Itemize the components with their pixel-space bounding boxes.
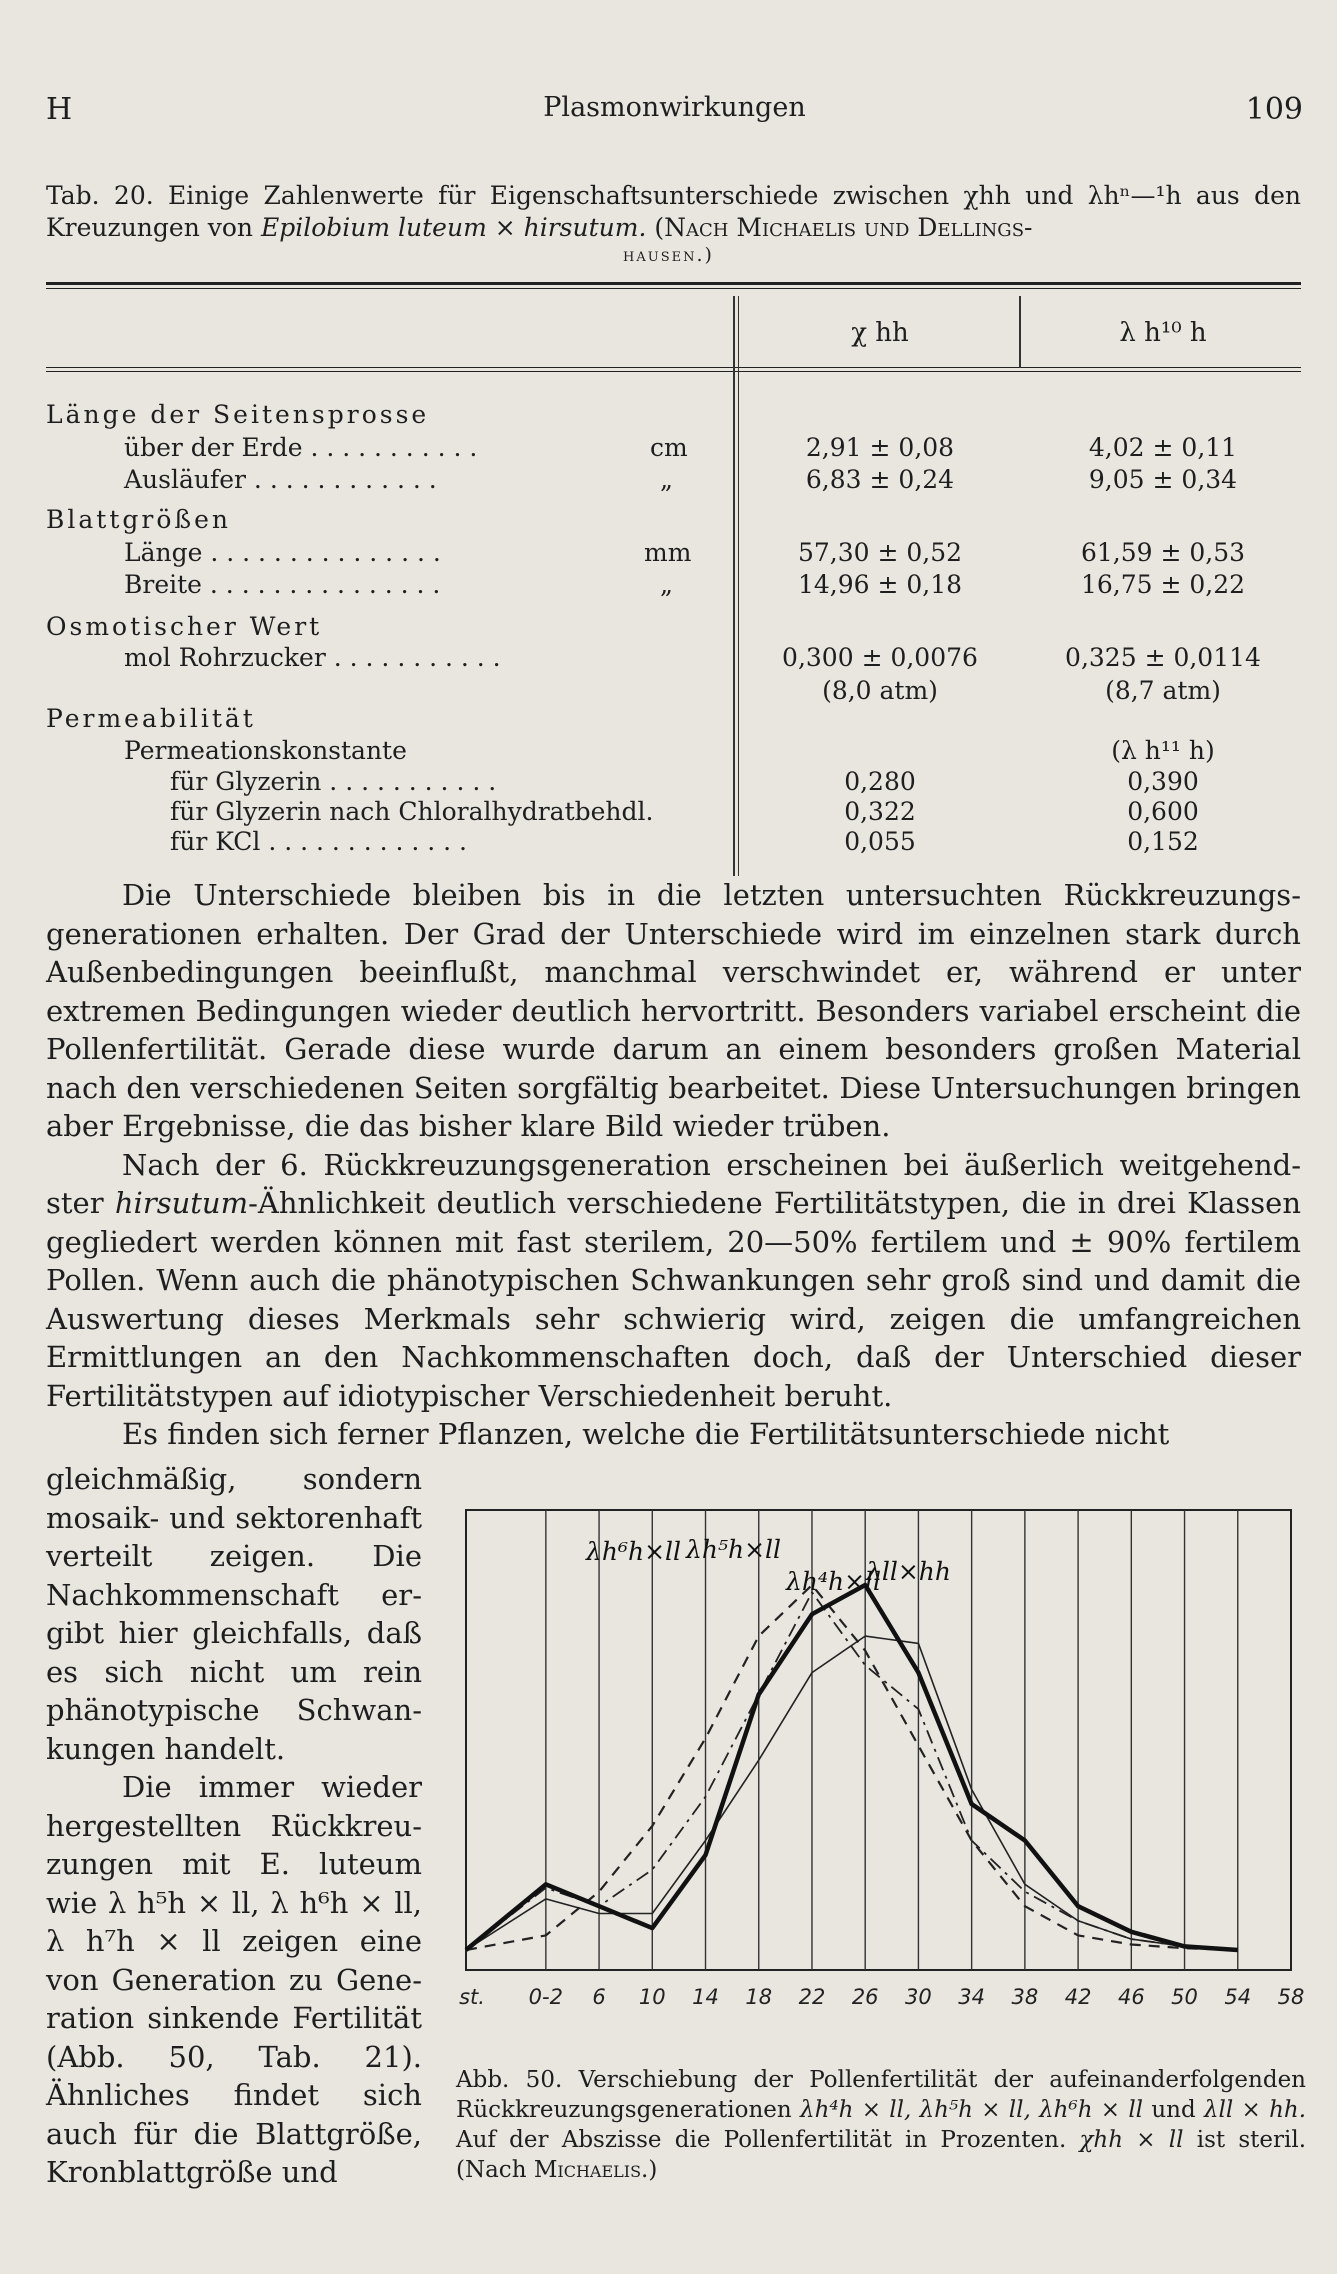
table-caption (46, 180, 1301, 244)
x-tick-label: 58 (1277, 1985, 1305, 2009)
row-unit: mm (644, 538, 692, 567)
cell-chi: 0,055 (844, 827, 916, 856)
table-caption-prefix: Tab. 20. (46, 181, 154, 210)
x-tick-label: 46 (1117, 1985, 1145, 2009)
row-label: über der Erde . . . . . . . . . . . (124, 433, 478, 462)
row-label: für Glyzerin . . . . . . . . . . . (170, 767, 497, 796)
cell-chi: 0,322 (844, 797, 916, 826)
header-bottom-rule (46, 367, 1301, 368)
cell-lambda: 0,152 (1127, 827, 1199, 856)
series-line (466, 1585, 1238, 1950)
series-line (466, 1585, 1238, 1950)
paragraph: Es finden sich ferner Pflanzen, welche die Fertilitätsunterschiede nicht (122, 1417, 1170, 1451)
paragraph: Die Unterschiede bleiben bis in die letzten untersuchten Rückkreuzungsgenerationen erhalten. Der Grad der Unterschiede wird im einzelnen stark durch Außenbedingungen beeinflußt, manchmal verschwindet er, während er unter extremen Bedingungen wieder deutlich hervortritt. Besonders variabel erscheint die Pollenfertilität. Gerade diese wurde darum an einem besonders großen Material nach den verschiedenen Seiten sorgfältig bearbeitet. Diese Untersuchungen bringen aber Ergebnisse, die das bisher klare Bild wieder trüben. (46, 878, 1301, 1143)
body-text-main (46, 876, 1301, 1454)
cell-lambda: 4,02 ± 0,11 (1088, 433, 1238, 462)
group-label: Permeabilität (46, 704, 256, 733)
chart-svg (456, 1500, 1305, 2020)
x-tick-label: 10 (638, 1985, 666, 2009)
cell-chi: 2,91 ± 0,08 (805, 433, 955, 462)
text-run: und (1151, 2097, 1196, 2123)
cell-chi: (8,0 atm) (822, 676, 938, 705)
column-header-lambda: λ h¹⁰ h (1119, 318, 1207, 348)
group-label: Osmotischer Wert (46, 612, 323, 641)
table-caption-source-end: hausen.) (623, 244, 714, 266)
series-label: λll×hh (866, 1557, 951, 1586)
row-label: Breite . . . . . . . . . . . . . . . (124, 570, 441, 599)
table-column-divider-1 (733, 296, 735, 876)
table-top-rule (46, 282, 1301, 285)
row-label: mol Rohrzucker . . . . . . . . . . . (124, 643, 501, 672)
text-run: ist steril. (Nach (456, 2127, 1307, 2183)
paragraph (46, 1146, 1301, 1416)
column-header-chi: χ hh (851, 318, 909, 348)
italic-run: λll × hh. (1203, 2097, 1307, 2123)
x-tick-label: 26 (851, 1985, 879, 2009)
row-label: Länge . . . . . . . . . . . . . . . (124, 538, 441, 567)
cell-chi: 0,280 (844, 767, 916, 796)
cell-lambda: 0,390 (1127, 767, 1199, 796)
cell-lambda: 61,59 ± 0,53 (1080, 538, 1246, 567)
row-label: für Glyzerin nach Chloralhydratbehdl. (170, 797, 654, 826)
page-number: 109 (1245, 92, 1303, 127)
x-tick-label: 38 (1011, 1985, 1039, 2009)
table-column-divider-1b (738, 296, 739, 876)
row-unit: cm (650, 433, 688, 462)
row-unit: „ (660, 465, 673, 494)
x-tick-label: 0-2 (528, 1985, 563, 2009)
x-tick-label: 50 (1171, 1985, 1198, 2009)
x-tick-label: st. (459, 1985, 485, 2009)
paragraph (46, 1768, 422, 2192)
text-run: Die immer wieder hergestellten Rückkreuzungen mit (46, 1770, 422, 1881)
text-run: Auf der Abszisse die Pollenfertilität in Prozenten. (456, 2127, 1067, 2153)
cell-lambda: (λ h¹¹ h) (1111, 736, 1215, 765)
italic-run: λh⁴h × ll, λh⁵h × ll, λh⁶h × ll (800, 2097, 1144, 2123)
row-label: für KCl . . . . . . . . . . . . . (170, 827, 467, 856)
text-run: Verschiebung der Pollenfertilität der aufeinanderfolgenden Rückkreuzungsgenerationen (456, 2067, 1306, 2123)
body-text-side (46, 1460, 422, 2192)
cell-lambda: 9,05 ± 0,34 (1088, 465, 1238, 494)
figure-caption-prefix: Abb. 50. (456, 2067, 563, 2093)
text-run: -Ähnlichkeit deutlich verschiedene Fertilitätstypen, die in drei Klassen gegliedert werden können mit fast sterilem, 20—50% fertilem und ± 90% fertilem Pollen. Wenn auch die phänotypischen Schwankungen sehr groß sind und damit die Auswertung dieses Merkmals sehr schwierig wird, zeigen die umfangreichen Ermittlungen an den Nachkommenschaften doch, daß der Unterschied dieser Fertilitätstypen auf idiotypischer Verschiedenheit beruht. (46, 1186, 1302, 1413)
x-tick-label: 34 (958, 1985, 986, 2009)
table-caption-species: Epilobium luteum × hirsutum. (260, 213, 647, 242)
text-run: Nach der 6. Rückkreuzungsgeneration erscheinen bei äußerlich weitgehendster (46, 1147, 1301, 1220)
cell-lambda: 0,325 ± 0,0114 (1065, 643, 1261, 672)
table-caption-source: (Nach Michaelis und Dellings- (654, 213, 1033, 242)
table-caption-text: Einige Zahlenwerte für Eigenschaftsunterschiede zwischen χhh und λhⁿ—¹h aus den Kreuzungen von (46, 181, 1301, 242)
x-tick-label: 42 (1064, 1985, 1092, 2009)
figure-chart (456, 1500, 1305, 2020)
series-label: λh⁵h×ll (686, 1535, 782, 1564)
header-section-letter: H (46, 92, 73, 127)
cell-lambda: (8,7 atm) (1105, 676, 1221, 705)
cell-lambda: 16,75 ± 0,22 (1080, 570, 1246, 599)
small-caps-run: Michaelis.) (533, 2157, 658, 2183)
series-label: λh⁶h×ll (586, 1537, 682, 1566)
row-label: Permeationskonstante (124, 736, 407, 765)
row-label: Ausläufer . . . . . . . . . . . . (124, 465, 437, 494)
cell-chi: 14,96 ± 0,18 (797, 570, 963, 599)
italic-run: hirsutum (114, 1186, 249, 1220)
group-label: Länge der Seitensprosse (46, 400, 430, 429)
table-column-divider-2 (1019, 296, 1021, 368)
running-header (46, 92, 1303, 132)
row-unit: „ (660, 570, 673, 599)
figure-caption (456, 2065, 1306, 2185)
x-tick-label: 22 (798, 1985, 826, 2009)
italic-run: χhh × ll (1079, 2127, 1184, 2153)
series-line (466, 1636, 1238, 1950)
group-label: Blattgrößen (46, 505, 231, 534)
table-top-rule-2 (46, 288, 1301, 289)
x-tick-label: 54 (1224, 1985, 1252, 2009)
paragraph-continued: gleichmäßig, sondern mosaik- und sektorenhaft verteilt zeigen. Die Nachkommenschaft ergibt hier gleichfalls, daß es sich nicht um rein phänotypische Schwankungen handelt. (46, 1462, 422, 1766)
cell-lambda: 0,600 (1127, 797, 1199, 826)
cell-chi: 57,30 ± 0,52 (797, 538, 963, 567)
x-tick-label: 14 (692, 1985, 719, 2009)
series-label: λh⁴h×ll (786, 1567, 882, 1596)
text-run: wie λ h⁵h × ll, λ h⁶h × ll, λ h⁷h × ll zeigen eine von Generation zu Generation sinkende Fertilität (Abb. 50, Tab. 21). Ähnliches findet sich auch für die Blattgröße, Kronblattgröße und (46, 1885, 422, 2189)
x-tick-label: 30 (905, 1985, 932, 2009)
italic-run: E. luteum (259, 1847, 422, 1881)
cell-chi: 6,83 ± 0,24 (805, 465, 955, 494)
header-bottom-rule-2 (46, 371, 1301, 372)
x-tick-label: 18 (745, 1985, 773, 2009)
header-title: Plasmonwirkungen (543, 92, 806, 123)
cell-chi: 0,300 ± 0,0076 (782, 643, 978, 672)
x-tick-label: 6 (592, 1985, 606, 2009)
